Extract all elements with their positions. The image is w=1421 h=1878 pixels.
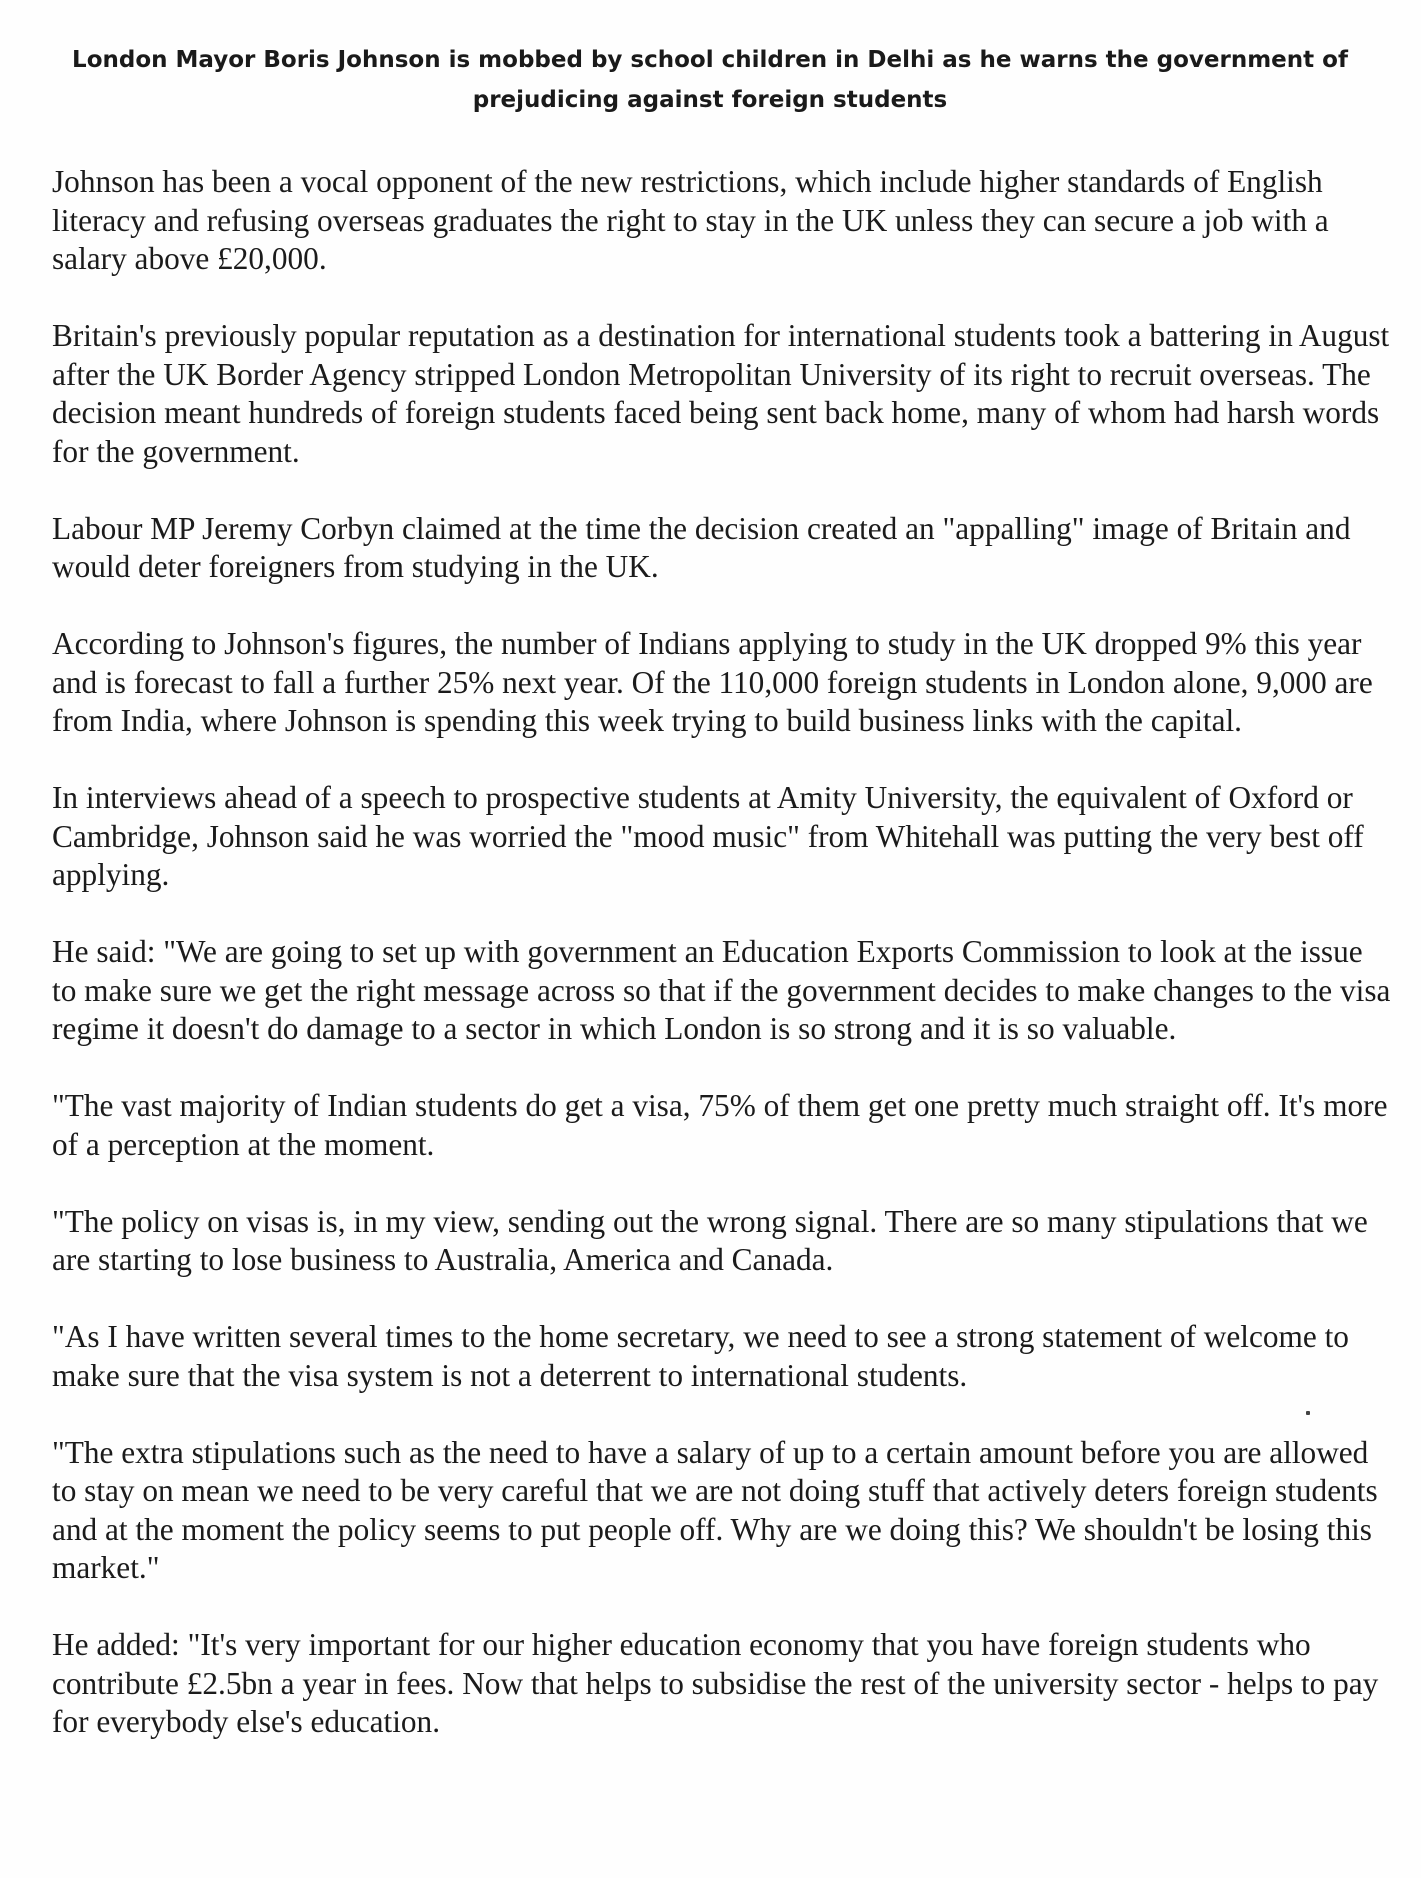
paragraph-11: He added: "It's very important for our higher education economy that you have foreign students who contribute £2.5bn a year in fees. Now that helps to subsidise the rest of the university sector - helps to pay for everybody else's education. — [52, 1627, 1379, 1739]
paragraph-8: "The policy on visas is, in my view, sending out the wrong signal. There are so many stipulations that we are starting to lose business to Australia, America and Canada. — [52, 1203, 1368, 1277]
article-body — [52, 163, 1392, 1742]
paragraph-7: "The vast majority of Indian students do get a visa, 75% of them get one pretty much straight off. It's more of a perception at the moment. — [52, 1088, 1388, 1162]
paragraph-3: Labour MP Jeremy Corbyn claimed at the time the decision created an "appalling" image of Britain and would deter foreigners from studying in the UK. — [52, 510, 1351, 584]
paragraph-10: "The extra stipulations such as the need to have a salary of up to a certain amount before you are allowed to stay on mean we need to be very careful that we are not doing stuff that actively deters foreign students and at the moment the policy seems to put people off. Why are we doing this? We shouldn't be losing this market." — [52, 1434, 1378, 1585]
paragraph-2: Britain's previously popular reputation as a destination for international students took a battering in August after the UK Border Agency stripped London Metropolitan University of its right to recruit overseas. The decision meant hundreds of foreign students faced being sent back home, many of whom had harsh words for the government. — [52, 318, 1390, 469]
scan-speck — [1306, 1411, 1310, 1415]
paragraph-1: Johnson has been a vocal opponent of the new restrictions, which include higher standards of English literacy and refusing overseas graduates the right to stay in the UK unless they can secure a job with a salary above £20,000. — [52, 164, 1329, 276]
headline: London Mayor Boris Johnson is mobbed by school children in Delhi as he warns the government of prejudicing against foreign students — [72, 47, 1348, 113]
paragraph-9: "As I have written several times to the home secretary, we need to see a strong statement of welcome to make sure that the visa system is not a deterrent to international students. — [52, 1319, 1349, 1393]
paragraph-6: He said: "We are going to set up with government an Education Exports Commission to look at the issue to make sure we get the right message across so that if the government decides to make changes to the visa regime it doesn't do damage to a sector in which London is so strong and it is so valuable. — [52, 934, 1391, 1046]
paragraph-4: According to Johnson's figures, the number of Indians applying to study in the UK dropped 9% this year and is forecast to fall a further 25% next year. Of the 110,000 foreign students in London alone, 9,000 are from India, where Johnson is spending this week trying to build business links with the capital. — [52, 626, 1373, 738]
paragraph-5: In interviews ahead of a speech to prospective students at Amity University, the equivalent of Oxford or Cambridge, Johnson said he was worried the "mood music" from Whitehall was putting the very best off applying. — [52, 780, 1364, 892]
